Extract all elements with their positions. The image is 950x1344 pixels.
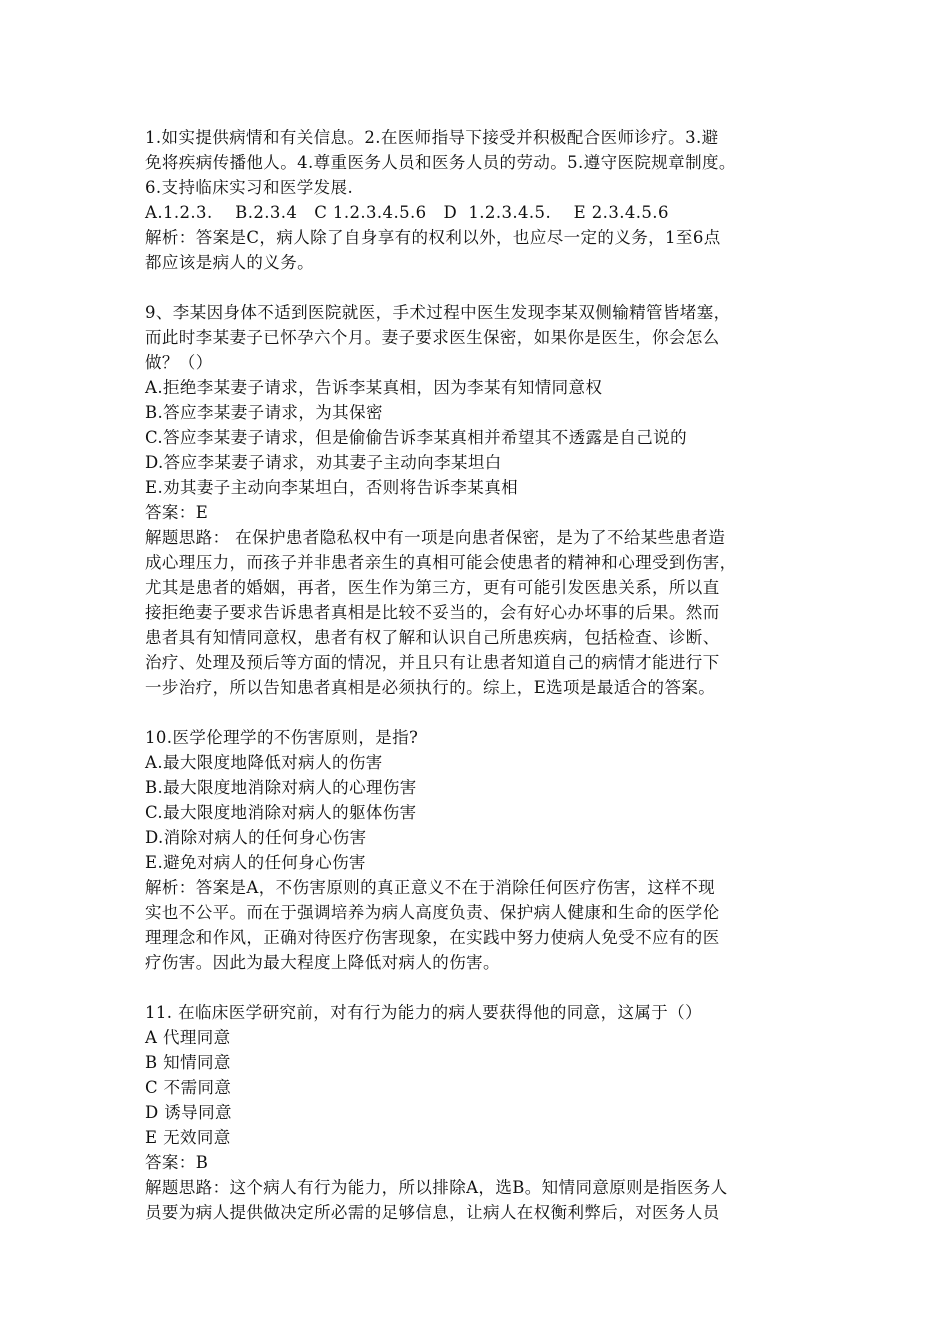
text-line: 6.支持临床实习和医学发展. (145, 178, 354, 197)
option-d: D.消除对病人的任何身心伤害 (145, 828, 367, 847)
explanation-line: 都应该是病人的义务。 (145, 253, 314, 272)
option-a: A.最大限度地降低对病人的伤害 (145, 753, 383, 772)
answer-line: 答案：B (145, 1153, 209, 1172)
question-text-line: 11. 在临床医学研究前，对有行为能力的病人要获得他的同意，这属于（） (145, 1003, 702, 1022)
question-block-10 (145, 725, 810, 975)
option-a: A 代理同意 (145, 1028, 231, 1047)
option-b: B.最大限度地消除对病人的心理伤害 (145, 778, 417, 797)
question-text-line: 而此时李某妻子已怀孕六个月。妻子要求医生保密，如果你是医生，你会怎么 (145, 328, 720, 347)
question-block-9 (145, 300, 810, 700)
option-e: E.避免对病人的任何身心伤害 (145, 853, 366, 872)
option-e: E 无效同意 (145, 1128, 231, 1147)
explanation-line: 患者具有知情同意权，患者有权了解和认识自己所患疾病，包括检查、诊断、 (145, 628, 720, 647)
paragraph-gap (145, 975, 810, 1000)
option-d: D.答应李某妻子请求，劝其妻子主动向李某坦白 (145, 453, 502, 472)
option-c: C.最大限度地消除对病人的躯体伤害 (145, 803, 417, 822)
explanation-line: 员要为病人提供做决定所必需的足够信息，让病人在权衡利弊后，对医务人员 (145, 1203, 720, 1222)
question-block-8 (145, 125, 810, 275)
explanation-line: 疗伤害。因此为最大程度上降低对病人的伤害。 (145, 953, 500, 972)
option-c: C 不需同意 (145, 1078, 232, 1097)
option-a: A.拒绝李某妻子请求，告诉李某真相，因为李某有知情同意权 (145, 378, 603, 397)
explanation-line: 解题思路：这个病人有行为能力，所以排除A，选B。知情同意原则是指医务人 (145, 1178, 728, 1197)
option-b: B 知情同意 (145, 1053, 231, 1072)
explanation-line: 一步治疗，所以告知患者真相是必须执行的。综上，E选项是最适合的答案。 (145, 678, 716, 697)
explanation-line: 实也不公平。而在于强调培养为病人高度负责、保护病人健康和生命的医学伦 (145, 903, 720, 922)
option-c: C.答应李某妻子请求，但是偷偷告诉李某真相并希望其不透露是自己说的 (145, 428, 687, 447)
answer-line: 答案：E (145, 503, 209, 522)
question-text-line: 10.医学伦理学的不伤害原则，是指? (145, 728, 419, 747)
explanation-line: 接拒绝妻子要求告诉患者真相是比较不妥当的，会有好心办坏事的后果。然而 (145, 603, 720, 622)
explanation-line: 解析：答案是A，不伤害原则的真正意义不在于消除任何医疗伤害，这样不现 (145, 878, 716, 897)
text-line: 1.如实提供病情和有关信息。2.在医师指导下接受并积极配合医师诊疗。3.避 (145, 128, 719, 147)
explanation-line: 解题思路： 在保护患者隐私权中有一项是向患者保密，是为了不给某些患者造 (145, 528, 726, 547)
question-text-line: 做？（） (145, 353, 213, 372)
explanation-line: 成心理压力，而孩子并非患者亲生的真相可能会使患者的精神和心理受到伤害， (145, 553, 737, 572)
explanation-line: 尤其是患者的婚姻，再者，医生作为第三方，更有可能引发医患关系，所以直 (145, 578, 720, 597)
explanation-line: 解析：答案是C，病人除了自身享有的权利以外，也应尽一定的义务，1至6点 (145, 228, 721, 247)
question-text-line: 9、李某因身体不适到医院就医，手术过程中医生发现李某双侧输精管皆堵塞， (145, 303, 731, 322)
paragraph-gap (145, 700, 810, 725)
options-line: A.1.2.3. B.2.3.4 C 1.2.3.4.5.6 D 1.2.3.4.5. E 2.3.4.5.6 (145, 203, 669, 222)
option-d: D 诱导同意 (145, 1103, 232, 1122)
document-body (145, 125, 810, 1225)
text-line: 免将疾病传播他人。4.尊重医务人员和医务人员的劳动。5.遵守医院规章制度。 (145, 153, 736, 172)
paragraph-gap (145, 275, 810, 300)
explanation-line: 治疗、处理及预后等方面的情况，并且只有让患者知道自己的病情才能进行下 (145, 653, 720, 672)
option-b: B.答应李某妻子请求，为其保密 (145, 403, 383, 422)
explanation-line: 理理念和作风，正确对待医疗伤害现象，在实践中努力使病人免受不应有的医 (145, 928, 720, 947)
option-e: E.劝其妻子主动向李某坦白，否则将告诉李某真相 (145, 478, 518, 497)
question-block-11 (145, 1000, 810, 1225)
